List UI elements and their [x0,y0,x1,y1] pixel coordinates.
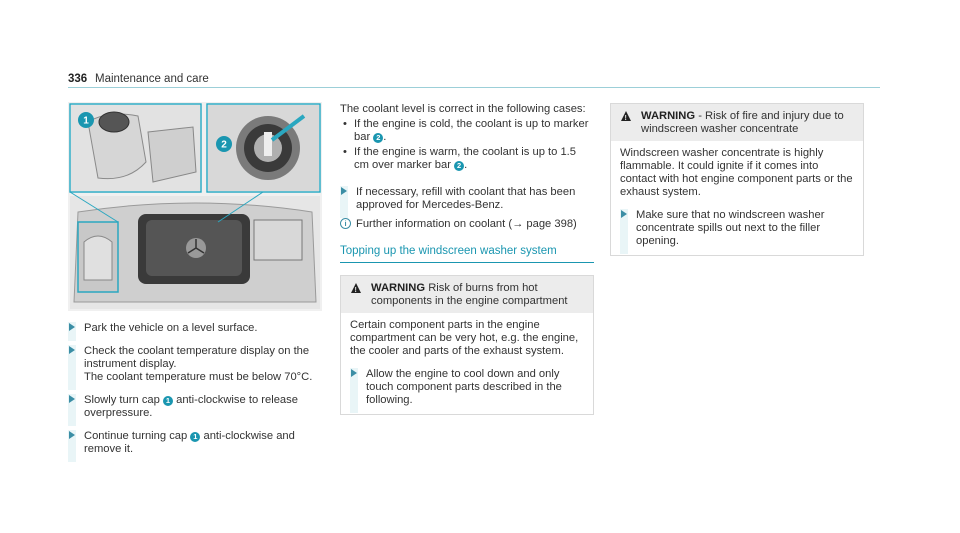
step-turn-cap: Slowly turn cap 1 anti-clockwise to release overpressure. [68,394,326,420]
page-number: 336 [68,73,88,85]
warning-box-burns [340,275,594,415]
warning-header: ! WARNING Risk of burns from hot components in the engine compartment [341,276,593,313]
callout-1-badge: 1 [163,396,173,406]
arrow-icon [69,346,75,354]
info-icon: i [340,218,351,229]
arrow-icon [69,395,75,403]
callout-2-badge: 2 [454,161,464,171]
step-check-temperature: Check the coolant temperature display on the instrument display. The coolant temperature must be below 70°C. [68,345,326,384]
warning-label: WARNING [371,282,426,294]
callout-1-label: 1 [83,115,89,127]
warning-label: WARNING [641,110,696,122]
callout-2-badge: 2 [373,133,383,143]
list-item: • If the engine is cold, the coolant is up to marker bar 2 . [340,118,594,144]
arrow-icon [351,369,357,377]
warning-icon [351,283,361,293]
warning-header: ! WARNING - Risk of fire and injury due to windscreen washer concentrate [611,104,863,141]
list-item: • If the engine is warm, the coolant is up to 1.5 cm over marker bar 2 . [340,146,594,172]
arrow-icon [69,323,75,331]
engine-illustration [68,102,322,311]
column-3 [610,103,864,256]
callout-2-label: 2 [221,139,227,151]
engine-compartment-figure [68,102,322,311]
column-1 [68,322,326,466]
coolant-level-list [340,118,594,172]
warning-box-fire [610,103,864,256]
step-refill: If necessary, refill with coolant that has been approved for Mercedes-Benz. [340,186,594,212]
arrow-icon [621,210,627,218]
warning-body: Windscreen washer concentrate is highly flammable. It could ignite if it comes into contact with hot engine component parts or the exhaust system. Make sure that no windscreen washer concentrate spills out next to the filler opening. [611,141,863,255]
page-header [68,73,880,88]
info-note [340,218,594,231]
column-2 [340,103,594,415]
warning-body: Certain component parts in the engine compartment can be very hot, e.g. the engine, the cooler and parts of the exhaust system. Allow the engine to cool down and only touch component parts described in the following. [341,313,593,414]
warning-icon [621,111,631,121]
arrow-icon [341,187,347,195]
step-allow-cool: Allow the engine to cool down and only touch component parts described in the following. [350,368,584,407]
page-link[interactable]: Further information on coolant (→ page 398) [356,218,577,230]
coolant-intro: The coolant level is correct in the following cases: [340,103,586,115]
section-title: Maintenance and care [95,73,209,85]
step-remove-cap: Continue turning cap 1 anti-clockwise and remove it. [68,430,326,456]
arrow-icon [69,431,75,439]
callout-1-badge: 1 [190,432,200,442]
step-park: Park the vehicle on a level surface. [68,322,326,335]
step-no-spill: Make sure that no windscreen washer concentrate spills out next to the filler opening. [620,209,854,248]
subheading-washer: Topping up the windscreen washer system [340,245,594,263]
